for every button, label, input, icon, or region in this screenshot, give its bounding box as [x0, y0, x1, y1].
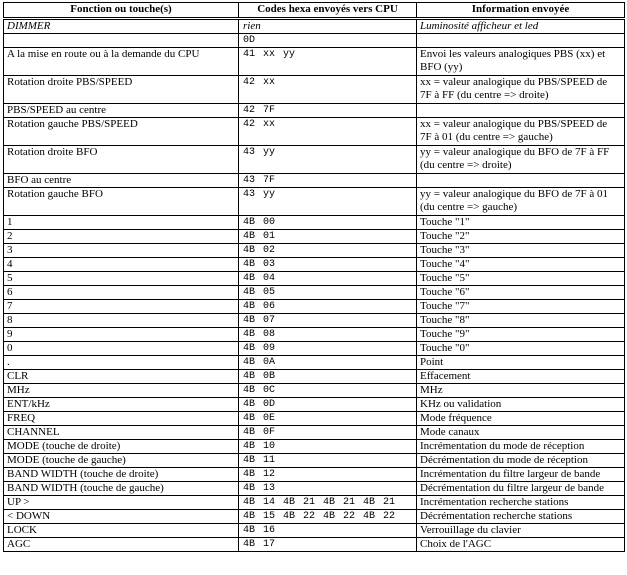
function-cell: .	[4, 356, 239, 370]
code-cell: 41 xx yy	[239, 48, 417, 76]
function-cell: MODE (touche de gauche)	[4, 454, 239, 468]
function-cell: A la mise en route ou à la demande du CPU	[4, 48, 239, 76]
table-row	[4, 174, 625, 188]
code-cell: 4B 16	[239, 524, 417, 538]
info-cell: Mode fréquence	[417, 412, 625, 426]
code-cell: 4B 15 4B 22 4B 22 4B 22	[239, 510, 417, 524]
info-cell: Touche "6"	[417, 286, 625, 300]
info-cell: Touche "4"	[417, 258, 625, 272]
info-cell: Choix de l'AGC	[417, 538, 625, 552]
table-row	[4, 356, 625, 370]
code-cell: 4B 11	[239, 454, 417, 468]
info-cell	[417, 174, 625, 188]
table-row	[4, 370, 625, 384]
table-row	[4, 34, 625, 48]
function-cell: CHANNEL	[4, 426, 239, 440]
function-cell: 8	[4, 314, 239, 328]
table-row	[4, 300, 625, 314]
function-cell: 1	[4, 216, 239, 230]
function-cell: 7	[4, 300, 239, 314]
header-info: Information envoyée	[417, 3, 625, 19]
table-row	[4, 314, 625, 328]
function-cell: MODE (touche de droite)	[4, 440, 239, 454]
code-cell: 4B 02	[239, 244, 417, 258]
function-cell: ENT/kHz	[4, 398, 239, 412]
cpu-codes-table	[3, 2, 625, 552]
code-cell: 4B 04	[239, 272, 417, 286]
function-cell: 2	[4, 230, 239, 244]
code-cell: 4B 07	[239, 314, 417, 328]
code-cell: 43 yy	[239, 188, 417, 216]
table-row	[4, 19, 625, 34]
code-cell: 4B 06	[239, 300, 417, 314]
function-cell: DIMMER	[4, 19, 239, 34]
code-cell: 42 xx	[239, 76, 417, 104]
code-cell: 4B 13	[239, 482, 417, 496]
info-cell: MHz	[417, 384, 625, 398]
function-cell: AGC	[4, 538, 239, 552]
function-cell: Rotation gauche PBS/SPEED	[4, 118, 239, 146]
table-row	[4, 426, 625, 440]
info-cell: Décrémentation du filtre largeur de bande	[417, 482, 625, 496]
function-cell: FREQ	[4, 412, 239, 426]
info-cell: yy = valeur analogique du BFO de 7F à 01 (du centre => gauche)	[417, 188, 625, 216]
function-cell: MHz	[4, 384, 239, 398]
info-cell: Décrémentation recherche stations	[417, 510, 625, 524]
table-row	[4, 48, 625, 76]
table-row	[4, 258, 625, 272]
function-cell: LOCK	[4, 524, 239, 538]
function-cell: 5	[4, 272, 239, 286]
info-cell: Touche "3"	[417, 244, 625, 258]
code-cell: 4B 0C	[239, 384, 417, 398]
code-cell: 42 xx	[239, 118, 417, 146]
function-cell	[4, 34, 239, 48]
table-row	[4, 244, 625, 258]
code-cell: 4B 0E	[239, 412, 417, 426]
info-cell: Incrémentation recherche stations	[417, 496, 625, 510]
code-cell: 0D	[239, 34, 417, 48]
info-cell: yy = valeur analogique du BFO de 7F à FF (du centre => droite)	[417, 146, 625, 174]
function-cell: Rotation droite PBS/SPEED	[4, 76, 239, 104]
table-row	[4, 454, 625, 468]
info-cell: Verrouillage du clavier	[417, 524, 625, 538]
info-cell	[417, 34, 625, 48]
table-row	[4, 412, 625, 426]
header-function: Fonction ou touche(s)	[4, 3, 239, 19]
function-cell: < DOWN	[4, 510, 239, 524]
code-cell: 4B 00	[239, 216, 417, 230]
info-cell: Touche "9"	[417, 328, 625, 342]
info-cell: Décrémentation du mode de réception	[417, 454, 625, 468]
header-row	[4, 3, 625, 19]
table-row	[4, 482, 625, 496]
function-cell: Rotation droite BFO	[4, 146, 239, 174]
function-cell: BFO au centre	[4, 174, 239, 188]
code-cell: 4B 10	[239, 440, 417, 454]
table-row	[4, 76, 625, 104]
table-row	[4, 510, 625, 524]
function-cell: UP >	[4, 496, 239, 510]
info-cell: Touche "2"	[417, 230, 625, 244]
function-cell: 9	[4, 328, 239, 342]
code-cell: 43 yy	[239, 146, 417, 174]
info-cell: Mode canaux	[417, 426, 625, 440]
table-row	[4, 524, 625, 538]
table-row	[4, 496, 625, 510]
code-cell: 4B 03	[239, 258, 417, 272]
table-row	[4, 328, 625, 342]
function-cell: 3	[4, 244, 239, 258]
info-cell: Touche "7"	[417, 300, 625, 314]
code-cell: 4B 01	[239, 230, 417, 244]
code-cell: 4B 09	[239, 342, 417, 356]
table-row	[4, 286, 625, 300]
table-body	[4, 19, 625, 552]
code-cell: 4B 08	[239, 328, 417, 342]
table-row	[4, 272, 625, 286]
code-cell: 4B 0A	[239, 356, 417, 370]
info-cell: Touche "5"	[417, 272, 625, 286]
code-cell: 43 7F	[239, 174, 417, 188]
info-cell: Touche "8"	[417, 314, 625, 328]
info-cell: KHz ou validation	[417, 398, 625, 412]
table-row	[4, 146, 625, 174]
function-cell: BAND WIDTH (touche de gauche)	[4, 482, 239, 496]
table-row	[4, 468, 625, 482]
code-cell: rien	[239, 19, 417, 34]
code-cell: 4B 0F	[239, 426, 417, 440]
function-cell: PBS/SPEED au centre	[4, 104, 239, 118]
code-cell: 4B 05	[239, 286, 417, 300]
info-cell: xx = valeur analogique du PBS/SPEED de 7F à FF (du centre => droite)	[417, 76, 625, 104]
table-row	[4, 104, 625, 118]
code-cell: 4B 0D	[239, 398, 417, 412]
function-cell: 0	[4, 342, 239, 356]
info-cell: Envoi les valeurs analogiques PBS (xx) et BFO (yy)	[417, 48, 625, 76]
function-cell: 4	[4, 258, 239, 272]
code-cell: 4B 0B	[239, 370, 417, 384]
info-cell: Luminosité afficheur et led	[417, 19, 625, 34]
table-row	[4, 230, 625, 244]
table-row	[4, 118, 625, 146]
function-cell: Rotation gauche BFO	[4, 188, 239, 216]
table-row	[4, 538, 625, 552]
code-cell: 42 7F	[239, 104, 417, 118]
table-row	[4, 342, 625, 356]
code-cell: 4B 17	[239, 538, 417, 552]
table-row	[4, 216, 625, 230]
code-cell: 4B 14 4B 21 4B 21 4B 21	[239, 496, 417, 510]
table-row	[4, 188, 625, 216]
code-cell: 4B 12	[239, 468, 417, 482]
info-cell: Point	[417, 356, 625, 370]
table-row	[4, 398, 625, 412]
table-row	[4, 384, 625, 398]
info-cell: Incrémentation du mode de réception	[417, 440, 625, 454]
info-cell: Touche "0"	[417, 342, 625, 356]
info-cell	[417, 104, 625, 118]
table-row	[4, 440, 625, 454]
info-cell: Touche "1"	[417, 216, 625, 230]
info-cell: Effacement	[417, 370, 625, 384]
function-cell: BAND WIDTH (touche de droite)	[4, 468, 239, 482]
function-cell: 6	[4, 286, 239, 300]
header-codes: Codes hexa envoyés vers CPU	[239, 3, 417, 19]
info-cell: Incrémentation du filtre largeur de bande	[417, 468, 625, 482]
function-cell: CLR	[4, 370, 239, 384]
info-cell: xx = valeur analogique du PBS/SPEED de 7F à 01 (du centre => gauche)	[417, 118, 625, 146]
